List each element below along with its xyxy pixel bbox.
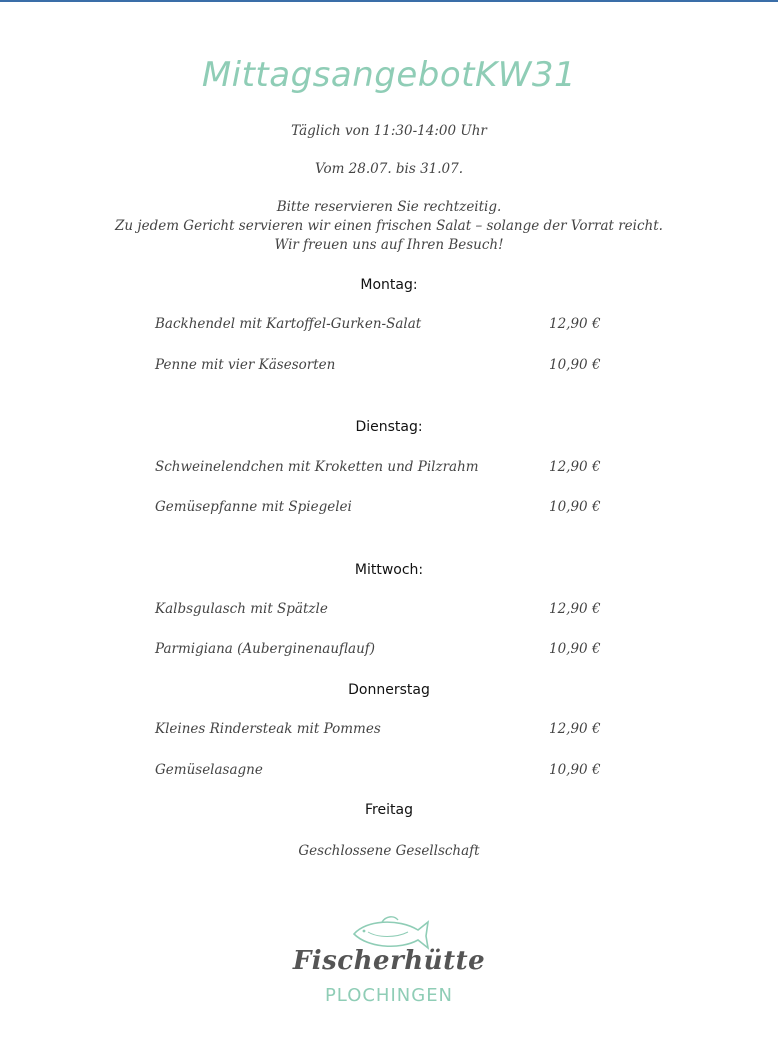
date-range: Vom 28.07. bis 31.07. <box>314 161 464 177</box>
day-heading-wednesday: Mittwoch: <box>354 562 424 578</box>
top-border-line <box>0 0 778 2</box>
dish-thursday-2: Gemüselasagne <box>155 762 263 778</box>
note-reservation: Bitte reservieren Sie rechtzeitig. <box>276 199 502 215</box>
day-heading-friday: Freitag <box>365 802 413 818</box>
day-heading-monday: Montag: <box>360 277 418 293</box>
price-wednesday-1: 12,90 € <box>549 601 601 617</box>
day-heading-tuesday: Dienstag: <box>355 419 423 435</box>
dish-tuesday-2: Gemüsepfanne mit Spiegelei <box>155 499 352 515</box>
opening-hours: Täglich von 11:30-14:00 Uhr <box>291 123 487 139</box>
price-thursday-1: 12,90 € <box>549 721 601 737</box>
menu-title: MittagsangebotKW31 <box>201 55 577 95</box>
dish-monday-1: Backhendel mit Kartoffel-Gurken-Salat <box>155 316 422 332</box>
price-monday-1: 12,90 € <box>549 316 601 332</box>
logo-wordmark: Fischerhütte <box>292 946 486 976</box>
dish-monday-2: Penne mit vier Käsesorten <box>155 357 336 373</box>
price-tuesday-1: 12,90 € <box>549 459 601 475</box>
price-thursday-2: 10,90 € <box>549 762 601 778</box>
price-wednesday-2: 10,90 € <box>549 641 601 657</box>
day-heading-thursday: Donnerstag <box>348 682 430 698</box>
price-monday-2: 10,90 € <box>549 357 601 373</box>
note-welcome: Wir freuen uns auf Ihren Besuch! <box>274 237 504 253</box>
dish-wednesday-1: Kalbsgulasch mit Spätzle <box>155 601 328 617</box>
logo-town: PLOCHINGEN <box>324 985 454 1006</box>
dish-thursday-1: Kleines Rindersteak mit Pommes <box>155 721 381 737</box>
friday-closed-note: Geschlossene Gesellschaft <box>298 843 480 859</box>
note-salad: Zu jedem Gericht servieren wir einen frischen Salat – solange der Vorrat reicht. <box>115 218 663 234</box>
dish-tuesday-1: Schweinelendchen mit Kroketten und Pilzrahm <box>155 459 479 475</box>
price-tuesday-2: 10,90 € <box>549 499 601 515</box>
dish-wednesday-2: Parmigiana (Auberginenauflauf) <box>155 641 376 657</box>
